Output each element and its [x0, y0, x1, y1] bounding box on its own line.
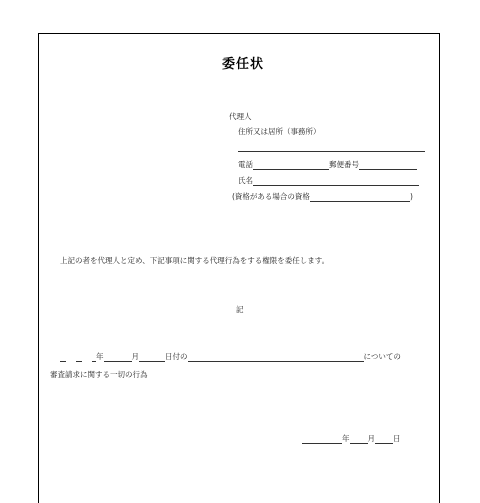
- item-dated-label: 日付の: [165, 352, 188, 361]
- signing-date: [302, 434, 401, 444]
- item-year-label: 年: [96, 352, 104, 361]
- document-title: 委任状: [222, 57, 265, 72]
- name-field-line: [253, 176, 419, 186]
- delegation-statement: 上記の者を代理人と定め、下記事項に関する代理行為をする権限を委任します。: [60, 256, 330, 265]
- subject-field-line: [188, 352, 364, 362]
- item-month-label: 月: [131, 352, 139, 361]
- date-year-label: 年: [342, 434, 350, 443]
- date-year-field-line: [302, 434, 342, 444]
- date-day-field-line: [375, 434, 393, 444]
- date-day-label: 日: [393, 434, 401, 443]
- postal-label: 郵便番号: [329, 160, 359, 169]
- document-page: [38, 33, 440, 503]
- phone-label: 電話: [238, 160, 253, 169]
- day-field-line: [139, 352, 165, 362]
- qualification-row: [232, 192, 413, 202]
- qualification-label: (資格がある場合の資格: [232, 192, 310, 201]
- item-about-label: についての: [363, 352, 401, 361]
- address-label: 住所又は居所（事務所）: [238, 127, 321, 136]
- month-field-line: [104, 352, 132, 362]
- ki-heading: 記: [236, 305, 244, 314]
- phone-row: [238, 160, 417, 170]
- date-month-field-line: [350, 434, 368, 444]
- qualification-field-line: [310, 192, 410, 202]
- agent-heading: 代理人: [229, 112, 252, 121]
- name-row: [238, 176, 419, 186]
- date-month-label: 月: [367, 434, 375, 443]
- address-line: [238, 151, 425, 152]
- year-number-field-line: [76, 352, 82, 362]
- delegated-item-line2: 審査請求に関する一切の行為: [50, 370, 148, 379]
- era-field-line: [60, 352, 66, 362]
- postal-field-line: [359, 160, 417, 170]
- phone-field-line: [253, 160, 329, 170]
- qualification-close: ): [409, 192, 413, 201]
- delegated-item-line1: [60, 352, 401, 362]
- name-label: 氏名: [238, 176, 253, 185]
